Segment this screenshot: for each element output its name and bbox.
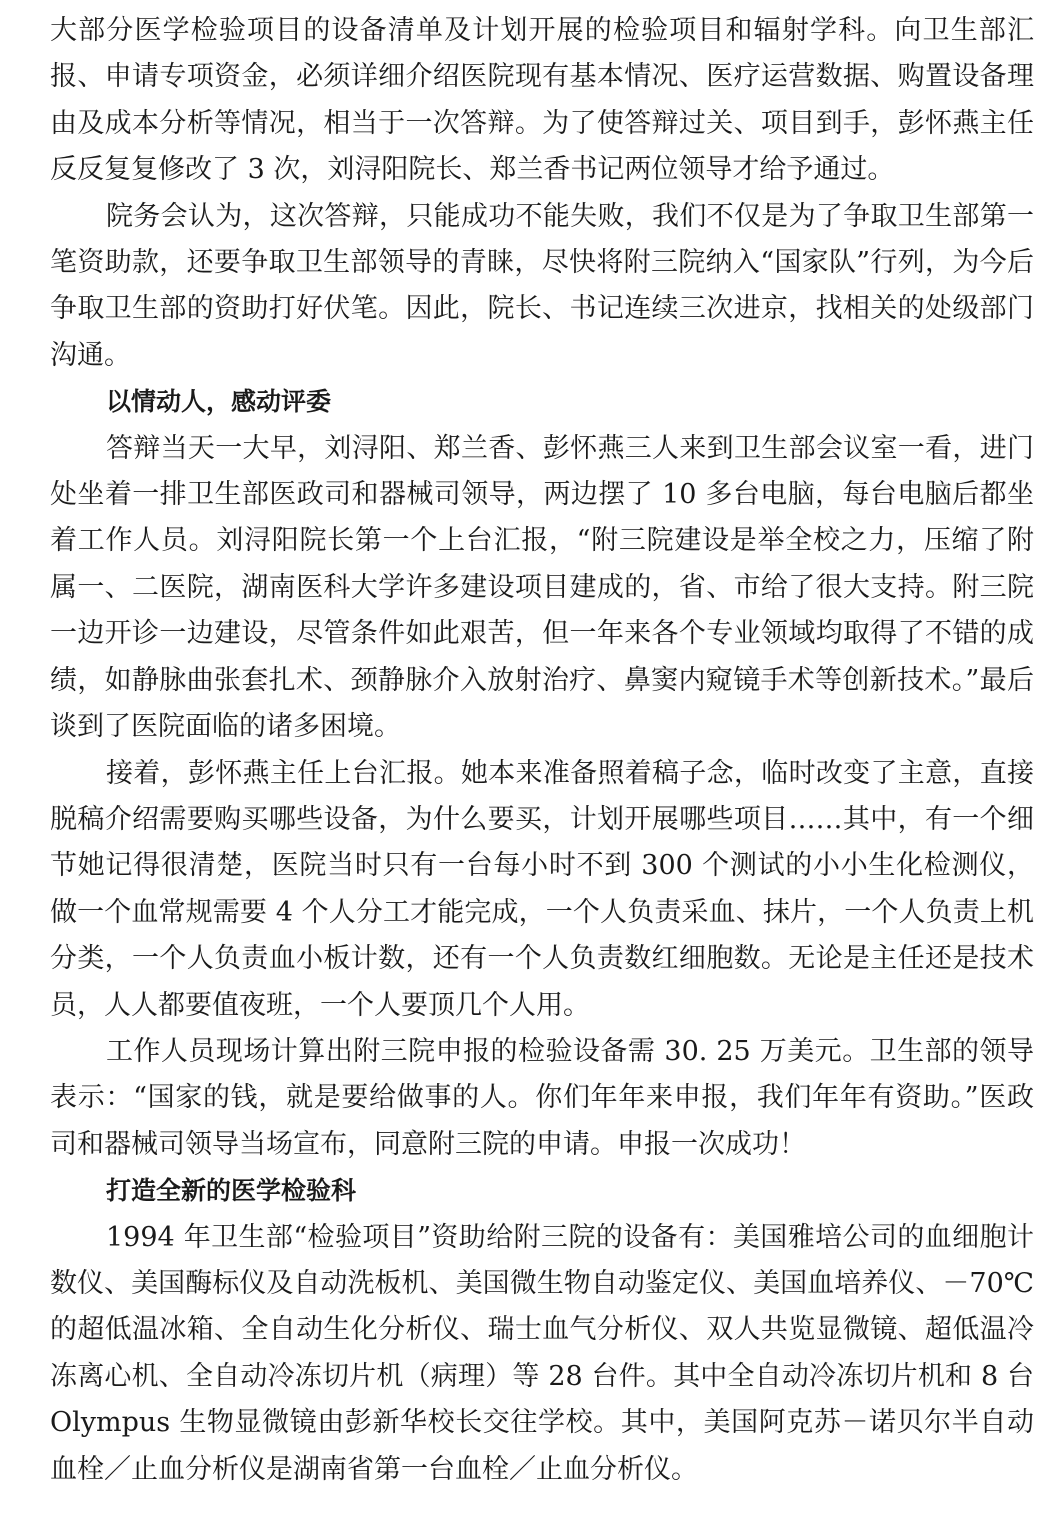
section-heading-new-lab: 打造全新的医学检验科 (106, 1176, 357, 1206)
paragraph-meeting-decision: 院务会认为，这次答辩，只能成功不能失败，我们不仅是为了争取卫生部第一笔资助款，还要争取卫生部领导的青睐，尽快将附三院纳入“国家队”行列，为今后争取卫生部的资助打好伏笔。因此，院长、书记连续三次进京，找相关的处级部门沟通。 (50, 200, 1034, 371)
paragraph-defense-day: 答辩当天一大早，刘浔阳、郑兰香、彭怀燕三人来到卫生部会议室一看，进门处坐着一排卫生部医政司和器械司领导，两边摆了 10 多台电脑，每台电脑后都坐着工作人员。刘浔阳院长第一个上台汇报，“附三院建设是举全校之力，压缩了附属一、二医院，湖南医科大学许多建设项目建成的，省、市给了很大支持。附三院一边开诊一边建设，尽管条件如此艰苦，但一年来各个专业领域均取得了不错的成绩，如静脉曲张套扎术、颈静脉介入放射治疗、鼻窦内窥镜手术等创新技术。”最后谈到了医院面临的诸多困境。 (50, 432, 1034, 743)
paragraph-approval: 工作人员现场计算出附三院申报的检验设备需 30. 25 万美元。卫生部的领导表示：“国家的钱，就是要给做事的人。你们年年来申报，我们年年有资助。”医政司和器械司领导当场宣布，同意附三院的申请。申报一次成功！ (50, 1035, 1034, 1160)
paragraph-equipment-list: 1994 年卫生部“检验项目”资助给附三院的设备有：美国雅培公司的血细胞计数仪、美国酶标仪及自动洗板机、美国微生物自动鉴定仪、美国血培养仪、－70℃ 的超低温冰箱、全自动生化分析仪、瑞士血气分析仪、双人共览显微镜、超低温冷冻离心机、全自动冷冻切片机（病理）等 28 台件。其中全自动冷冻切片机和 8 台 Olympus 生物显微镜由彭新华校长交往学校。其中，美国阿克苏－诺贝尔半自动血栓／止血分析仪是湖南省第一台血栓／止血分析仪。 (50, 1221, 1034, 1485)
paragraph-continuation: 大部分医学检验项目的设备清单及计划开展的检验项目和辐射学科。向卫生部汇报、申请专项资金，必须详细介绍医院现有基本情况、医疗运营数据、购置设备理由及成本分析等情况，相当于一次答辩。为了使答辩过关、项目到手，彭怀燕主任反反复复修改了 3 次，刘浔阳院长、郑兰香书记两位领导才给予通过。 (50, 15, 1034, 186)
paragraph-peng-report: 接着，彭怀燕主任上台汇报。她本来准备照着稿子念，临时改变了主意，直接脱稿介绍需要购买哪些设备，为什么要买，计划开展哪些项目……其中，有一个细节她记得很清楚，医院当时只有一台每小时不到 300 个测试的小小生化检测仪，做一个血常规需要 4 个人分工才能完成，一个人负责采血、抹片，一个人负责上机分类，一个人负责血小板计数，还有一个人负责数红细胞数。无论是主任还是技术员，人人都要值夜班，一个人要顶几个人用。 (50, 757, 1034, 1021)
document-page (50, 8, 1034, 1493)
section-heading-moving-judges: 以情动人，感动评委 (106, 387, 332, 417)
